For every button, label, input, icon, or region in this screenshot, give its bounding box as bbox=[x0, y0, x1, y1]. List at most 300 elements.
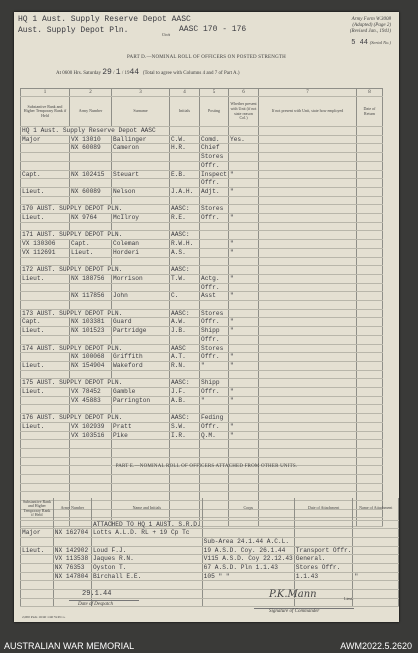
table-cell: AASC: bbox=[170, 379, 200, 388]
table-row bbox=[21, 555, 399, 564]
table-cell bbox=[229, 379, 259, 388]
table-cell bbox=[357, 327, 383, 336]
table-row bbox=[21, 474, 383, 483]
table-row bbox=[21, 179, 383, 188]
table-cell: AASC: bbox=[170, 309, 200, 318]
table-row bbox=[21, 353, 383, 362]
table-cell bbox=[21, 555, 54, 564]
table-cell: NX 102415 bbox=[70, 170, 112, 179]
table-cell bbox=[357, 205, 383, 214]
table-cell bbox=[259, 379, 357, 388]
table-cell: " bbox=[200, 396, 229, 405]
table-row bbox=[21, 590, 399, 599]
table-cell: 173 AUST. SUPPLY DEPOT PLN. bbox=[21, 309, 170, 318]
table-cell bbox=[357, 274, 383, 283]
column-header: Army Number bbox=[70, 97, 112, 127]
table-row bbox=[21, 564, 399, 573]
table-cell bbox=[357, 448, 383, 457]
table-cell bbox=[112, 283, 170, 292]
table-cell bbox=[357, 309, 383, 318]
table-cell: Pratt bbox=[112, 422, 170, 431]
col-number: 4 bbox=[170, 89, 200, 97]
table-cell: NX 60089 bbox=[70, 187, 112, 196]
col-number: 8 bbox=[357, 89, 383, 97]
table-cell: Offr. bbox=[200, 214, 229, 223]
form-id: Army Form W.3008 (Adapted) (Page 2) (Revised Jan., 1941) bbox=[349, 17, 391, 34]
table-cell bbox=[259, 240, 357, 249]
table-cell: Comd. bbox=[200, 135, 229, 144]
table-cell bbox=[259, 422, 357, 431]
table-cell: 170 AUST. SUPPLY DEPOT PLN. bbox=[21, 205, 170, 214]
table-cell: Gamble bbox=[112, 388, 170, 397]
table-cell bbox=[259, 144, 357, 153]
table-cell: " bbox=[229, 327, 259, 336]
table-cell bbox=[21, 431, 70, 440]
table-cell: " bbox=[353, 572, 399, 581]
table-cell bbox=[21, 292, 70, 301]
table-cell bbox=[70, 301, 112, 310]
part-e-table bbox=[20, 498, 399, 607]
table-cell bbox=[21, 448, 70, 457]
table-cell bbox=[294, 529, 353, 538]
col-number: 2 bbox=[70, 89, 112, 97]
table-row bbox=[21, 370, 383, 379]
table-cell: A.B. bbox=[170, 396, 200, 405]
table-cell: Lieut. bbox=[21, 187, 70, 196]
table-cell bbox=[259, 318, 357, 327]
table-cell: Offr. bbox=[200, 179, 229, 188]
table-cell: NX 147804 bbox=[53, 572, 91, 581]
table-cell bbox=[353, 590, 399, 599]
part-d-title: PART D.—NOMINAL ROLL OF OFFICERS ON POSTED STRENGTH bbox=[127, 55, 286, 60]
table-row bbox=[21, 572, 399, 581]
column-header: Date of Attachment bbox=[294, 498, 353, 520]
column-header: Initials bbox=[170, 97, 200, 127]
table-cell bbox=[170, 127, 200, 136]
table-cell: Inspect bbox=[201, 170, 227, 178]
table-cell bbox=[70, 179, 112, 188]
table-cell bbox=[259, 361, 357, 370]
table-cell: R.E. bbox=[170, 214, 200, 223]
table-cell bbox=[259, 135, 357, 144]
despatch-underline bbox=[69, 600, 139, 601]
table-cell bbox=[170, 257, 200, 266]
column-header: Surname bbox=[112, 97, 170, 127]
table-cell: Offr. bbox=[200, 335, 229, 344]
table-cell bbox=[170, 474, 200, 483]
table-cell bbox=[200, 474, 229, 483]
table-cell bbox=[70, 370, 112, 379]
table-cell bbox=[229, 405, 259, 414]
table-cell bbox=[229, 266, 259, 275]
despatch-date: 29.1.44 bbox=[82, 590, 112, 598]
table-cell bbox=[53, 520, 91, 529]
table-row bbox=[21, 529, 399, 538]
table-cell bbox=[259, 187, 357, 196]
table-cell: VX 13010 bbox=[70, 135, 112, 144]
signature-label: Signature of Commander bbox=[269, 609, 320, 614]
table-cell: 1.1.43 bbox=[294, 572, 353, 581]
table-cell bbox=[200, 405, 229, 414]
table-cell: Oyston T. bbox=[91, 564, 202, 573]
table-cell: Capt. bbox=[21, 170, 70, 179]
table-cell: V115 A.S.D. Coy 22.12.43 bbox=[203, 555, 293, 563]
table-cell: Wakeford bbox=[112, 361, 170, 370]
table-cell: Offr. bbox=[200, 283, 229, 292]
table-cell: Lieut. bbox=[21, 388, 70, 397]
table-cell bbox=[21, 520, 54, 529]
table-cell: 174 AUST. SUPPLY DEPOT PLN. bbox=[21, 344, 170, 353]
table-cell bbox=[357, 440, 383, 449]
table-cell bbox=[91, 581, 202, 590]
table-cell bbox=[21, 196, 70, 205]
table-cell: General. bbox=[294, 555, 353, 564]
table-cell bbox=[357, 248, 383, 257]
table-cell: Capt. bbox=[70, 240, 112, 249]
table-cell bbox=[259, 301, 357, 310]
table-cell bbox=[202, 520, 294, 529]
table-cell bbox=[200, 370, 229, 379]
table-cell: Offr. bbox=[200, 388, 229, 397]
table-row bbox=[21, 187, 383, 196]
table-cell bbox=[259, 127, 357, 136]
table-cell bbox=[259, 483, 357, 492]
table-cell bbox=[70, 283, 112, 292]
table-cell: Loud F.J. bbox=[91, 546, 202, 555]
table-cell bbox=[200, 266, 229, 275]
table-row bbox=[21, 546, 399, 555]
table-cell bbox=[200, 240, 229, 249]
table-cell bbox=[229, 414, 259, 423]
table-cell: " bbox=[229, 187, 259, 196]
table-cell bbox=[229, 205, 259, 214]
table-cell: AASC: bbox=[170, 266, 200, 275]
table-cell: AASC: bbox=[170, 231, 200, 240]
table-cell bbox=[70, 474, 112, 483]
table-cell: Lieut. bbox=[21, 546, 54, 555]
table-cell bbox=[357, 266, 383, 275]
column-header: Whether present with Unit (if not state reason Col.) bbox=[229, 97, 259, 127]
table-cell bbox=[259, 396, 357, 405]
table-cell: Shipp bbox=[200, 379, 229, 388]
table-cell bbox=[259, 292, 357, 301]
table-row bbox=[21, 248, 383, 257]
table-cell bbox=[259, 344, 357, 353]
table-cell bbox=[357, 388, 383, 397]
table-cell bbox=[112, 448, 170, 457]
table-cell bbox=[229, 179, 259, 188]
table-row bbox=[21, 205, 383, 214]
table-row bbox=[21, 448, 383, 457]
table-row bbox=[21, 581, 399, 590]
table-cell: HQ 1 Aust. Supply Reserve Depot AASC bbox=[21, 127, 170, 136]
table-row bbox=[21, 135, 383, 144]
table-row bbox=[21, 520, 399, 529]
table-cell bbox=[21, 161, 70, 170]
table-cell bbox=[229, 127, 259, 136]
table-cell: 172 AUST. SUPPLY DEPOT PLN. bbox=[21, 266, 170, 275]
table-cell: NX 154904 bbox=[70, 361, 112, 370]
table-cell bbox=[112, 179, 170, 188]
table-cell: Steuart bbox=[112, 170, 170, 179]
table-cell bbox=[170, 153, 200, 162]
table-cell bbox=[357, 135, 383, 144]
table-cell bbox=[112, 370, 170, 379]
table-cell: Cameron bbox=[112, 144, 170, 153]
table-cell bbox=[259, 231, 357, 240]
table-cell: " bbox=[229, 318, 259, 327]
table-cell bbox=[21, 222, 70, 231]
table-cell bbox=[70, 440, 112, 449]
table-row bbox=[21, 431, 383, 440]
table-cell bbox=[53, 537, 91, 546]
table-cell: Pike bbox=[112, 431, 170, 440]
table-cell bbox=[112, 483, 170, 492]
table-cell: Lieut. bbox=[21, 214, 70, 223]
table-cell bbox=[112, 335, 170, 344]
table-cell: 171 AUST. SUPPLY DEPOT PLN. bbox=[21, 231, 170, 240]
table-cell: C. bbox=[170, 292, 200, 301]
table-cell bbox=[229, 283, 259, 292]
table-cell: I.R. bbox=[170, 431, 200, 440]
column-header: Army Number bbox=[53, 498, 91, 520]
table-cell bbox=[353, 564, 399, 573]
table-row bbox=[21, 327, 383, 336]
archive-caption bbox=[0, 640, 418, 653]
table-cell bbox=[357, 240, 383, 249]
table-cell bbox=[21, 590, 54, 599]
unit-line-1: HQ 1 Aust. Supply Reserve Depot AASC bbox=[18, 15, 191, 24]
table-cell bbox=[357, 474, 383, 483]
table-cell: 67 A.S.D. Pln 1.1.43 bbox=[202, 564, 294, 573]
table-cell bbox=[259, 283, 357, 292]
table-row bbox=[21, 153, 383, 162]
table-cell bbox=[70, 153, 112, 162]
table-cell bbox=[170, 179, 200, 188]
table-row bbox=[21, 240, 383, 249]
table-cell bbox=[70, 335, 112, 344]
table-cell: Griffith bbox=[112, 353, 170, 362]
table-cell bbox=[259, 196, 357, 205]
table-cell: Stores Offr. bbox=[294, 564, 353, 573]
table-row bbox=[21, 396, 383, 405]
table-cell bbox=[259, 214, 357, 223]
table-cell: " bbox=[229, 248, 259, 257]
table-cell bbox=[357, 283, 383, 292]
table-row bbox=[21, 379, 383, 388]
table-cell bbox=[21, 572, 54, 581]
table-cell bbox=[170, 335, 200, 344]
table-cell: Lieut. bbox=[21, 422, 70, 431]
table-cell bbox=[259, 205, 357, 214]
table-cell: Lotts A.L.D. RL + 19 Cp Tc bbox=[91, 529, 202, 538]
col-number: 5 bbox=[200, 89, 229, 97]
table-cell: NX 100068 bbox=[70, 353, 112, 362]
table-cell bbox=[200, 483, 229, 492]
table-cell bbox=[112, 196, 170, 205]
table-cell bbox=[259, 257, 357, 266]
table-cell bbox=[170, 483, 200, 492]
table-cell bbox=[353, 598, 399, 607]
table-cell bbox=[170, 370, 200, 379]
table-cell bbox=[21, 353, 70, 362]
table-cell: Transport Offr. bbox=[295, 546, 352, 554]
table-cell bbox=[357, 170, 383, 179]
table-cell: AASC: bbox=[170, 205, 200, 214]
table-cell: NX 188756 bbox=[70, 274, 112, 283]
table-row bbox=[21, 537, 399, 546]
table-cell bbox=[21, 179, 70, 188]
table-cell bbox=[112, 153, 170, 162]
table-cell: Lieut. bbox=[70, 248, 112, 257]
table-cell bbox=[200, 248, 229, 257]
table-cell bbox=[259, 474, 357, 483]
table-cell bbox=[357, 422, 383, 431]
table-cell bbox=[357, 396, 383, 405]
table-cell bbox=[229, 144, 259, 153]
column-header: Name of Attachment bbox=[353, 498, 399, 520]
table-row bbox=[21, 361, 383, 370]
table-cell bbox=[259, 153, 357, 162]
col-number: 3 bbox=[112, 89, 170, 97]
table-cell: NX 162704 bbox=[53, 529, 91, 538]
table-cell bbox=[170, 161, 200, 170]
table-cell bbox=[229, 196, 259, 205]
table-cell bbox=[112, 405, 170, 414]
table-cell bbox=[21, 283, 70, 292]
table-row bbox=[21, 483, 383, 492]
table-cell bbox=[70, 257, 112, 266]
table-cell: Offr. bbox=[200, 422, 229, 431]
table-cell: VX 78452 bbox=[70, 388, 112, 397]
table-cell bbox=[357, 353, 383, 362]
table-cell bbox=[200, 127, 229, 136]
table-cell: Adjt. bbox=[200, 187, 229, 196]
table-row bbox=[21, 335, 383, 344]
part-d-table bbox=[20, 88, 383, 527]
table-row bbox=[21, 274, 383, 283]
table-cell bbox=[229, 222, 259, 231]
table-cell bbox=[112, 222, 170, 231]
table-cell bbox=[229, 370, 259, 379]
table-cell: " bbox=[229, 353, 259, 362]
table-cell bbox=[353, 529, 399, 538]
table-row bbox=[21, 440, 383, 449]
roll-month: 1 bbox=[115, 68, 121, 77]
table-cell: Guard bbox=[112, 318, 170, 327]
table-cell bbox=[357, 431, 383, 440]
col-number: 6 bbox=[229, 89, 259, 97]
table-row bbox=[21, 170, 383, 179]
commander-rank: Lieut. bbox=[344, 596, 354, 601]
table-cell bbox=[21, 564, 54, 573]
table-cell bbox=[200, 222, 229, 231]
table-cell: Stores bbox=[200, 153, 229, 162]
table-cell: Ballinger bbox=[112, 135, 170, 144]
table-cell: 175 AUST. SUPPLY DEPOT PLN. bbox=[21, 379, 170, 388]
table-cell bbox=[357, 127, 383, 136]
table-row bbox=[21, 161, 383, 170]
table-cell: Chief bbox=[200, 144, 229, 153]
table-cell: Stores bbox=[200, 309, 229, 318]
table-cell bbox=[357, 214, 383, 223]
table-cell: Major bbox=[21, 529, 54, 538]
table-row bbox=[21, 309, 383, 318]
table-cell bbox=[353, 555, 399, 564]
table-cell: Offr. bbox=[200, 318, 229, 327]
table-cell bbox=[294, 537, 353, 546]
table-cell: C.W. bbox=[170, 135, 200, 144]
roll-day: 29 bbox=[102, 68, 112, 77]
serial-label: (Serial No.) bbox=[369, 40, 391, 45]
table-cell bbox=[357, 196, 383, 205]
table-cell bbox=[21, 405, 70, 414]
table-cell bbox=[259, 448, 357, 457]
table-cell: " bbox=[229, 240, 259, 249]
table-cell: VX 130306 bbox=[21, 240, 70, 249]
table-cell bbox=[259, 335, 357, 344]
table-cell bbox=[357, 483, 383, 492]
nominal-roll-sheet bbox=[14, 12, 399, 622]
table-cell bbox=[259, 414, 357, 423]
commander-signature: P.K.Mann bbox=[269, 589, 317, 600]
table-cell: AASC bbox=[170, 344, 200, 353]
table-cell: Coleman bbox=[112, 240, 170, 249]
table-cell: J.A.H. bbox=[170, 187, 200, 196]
table-cell: J.B. bbox=[170, 327, 200, 336]
table-cell: Actg. bbox=[200, 274, 229, 283]
at-label: At 0600 Hrs. Saturday bbox=[56, 71, 101, 76]
caption-institution: AUSTRALIAN WAR MEMORIAL bbox=[4, 641, 135, 651]
roll-date-line: At 0600 Hrs. Saturday 29 / 1 / 1944 (Total to agree with Columns 4 and 7 of Part A.) bbox=[56, 68, 240, 77]
table-cell bbox=[229, 335, 259, 344]
table-cell bbox=[259, 440, 357, 449]
table-cell bbox=[200, 196, 229, 205]
table-cell: Stores bbox=[200, 344, 229, 353]
table-cell bbox=[170, 283, 200, 292]
table-cell: Feding bbox=[200, 414, 229, 423]
table-cell bbox=[357, 179, 383, 188]
printer-note: 2,000 Pads 10/40 1/40 W.P.Co. bbox=[22, 615, 66, 619]
despatch-label: Date of Despatch bbox=[78, 602, 113, 607]
table-cell bbox=[259, 161, 357, 170]
table-cell: Parrington bbox=[112, 396, 170, 405]
table-cell: R.N. bbox=[170, 361, 200, 370]
table-cell bbox=[357, 414, 383, 423]
table-cell bbox=[200, 231, 229, 240]
table-cell: Yes. bbox=[229, 135, 259, 144]
table-cell bbox=[229, 153, 259, 162]
table-row bbox=[21, 257, 383, 266]
table-cell: John bbox=[112, 292, 170, 301]
table-cell: VX 102939 bbox=[70, 422, 112, 431]
table-cell: R.W.H. bbox=[170, 240, 200, 249]
table-cell bbox=[357, 379, 383, 388]
caption-reference: AWM2022.5.2620 bbox=[340, 641, 412, 651]
table-cell bbox=[202, 529, 294, 538]
total-note: (Total to agree with Columns 4 and 7 of Part A.) bbox=[142, 71, 240, 76]
table-cell: ATTACHED TO HQ 1 AUST. S.R.D. bbox=[92, 520, 201, 528]
table-cell bbox=[70, 222, 112, 231]
table-cell: Nelson bbox=[112, 187, 170, 196]
table-cell bbox=[357, 222, 383, 231]
table-cell bbox=[259, 179, 357, 188]
table-cell bbox=[229, 161, 259, 170]
table-cell: Offr. bbox=[200, 353, 229, 362]
column-header: Name and Initials bbox=[91, 498, 202, 520]
table-cell: NX 101523 bbox=[70, 327, 112, 336]
column-header: Substantive Rank and Higher Temporary Rank if Held bbox=[21, 498, 54, 520]
